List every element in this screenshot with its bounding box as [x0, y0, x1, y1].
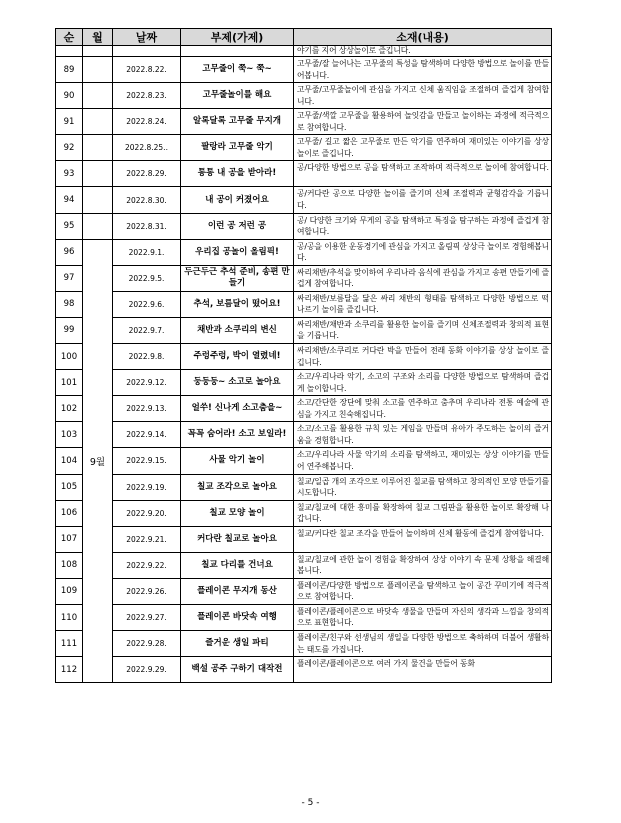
- row-number: 108: [56, 552, 83, 578]
- row-content: 싸리채반/소쿠리로 커다란 박을 만들어 전래 동화 이야기를 상상 놀이로 즐깁니다.: [294, 344, 552, 370]
- row-date: 2022.8.23.: [113, 83, 181, 109]
- table-row: [56, 291, 552, 317]
- header-content: 소재(내용): [294, 29, 552, 46]
- row-title: 알록달록 고무줄 무지개: [181, 109, 294, 135]
- row-date: 2022.9.8.: [113, 344, 181, 370]
- row-date: 2022.9.22.: [113, 552, 181, 578]
- row-title: 칠교 다리를 건너요: [181, 552, 294, 578]
- row-month: [83, 109, 113, 135]
- row-content: 칠교/일곱 개의 조각으로 이루어진 칠교를 탐색하고 창의적인 모양 만들기를 시도합니다.: [294, 474, 552, 500]
- table-row: [56, 370, 552, 396]
- row-date: 2022.8.30.: [113, 187, 181, 213]
- row-date: 2022.9.13.: [113, 396, 181, 422]
- row-date: 2022.8.31.: [113, 213, 181, 239]
- row-number: 112: [56, 657, 83, 683]
- row-content: 고무줄/ 길고 짧은 고무줄로 만든 악기를 연주하며 재미있는 이야기를 상상 놀이로 즐깁니다.: [294, 135, 552, 161]
- continued-content: 야기를 지어 상상놀이로 즐깁니다.: [294, 46, 552, 57]
- table-row: [56, 265, 552, 291]
- row-title: 통통 내 공을 받아라!: [181, 161, 294, 187]
- continued-month: [83, 46, 113, 57]
- row-title: 즐거운 생일 파티: [181, 631, 294, 657]
- header-row: [56, 29, 552, 46]
- row-content: 고무줄/잘 늘어나는 고무줄의 특성을 탐색하며 다양한 방법으로 놀이를 만들어봅니다.: [294, 57, 552, 83]
- table-row: [56, 552, 552, 578]
- row-title: 얼쑤! 신나게 소고춤을~: [181, 396, 294, 422]
- table-body: [56, 46, 552, 683]
- table-row: [56, 578, 552, 604]
- row-number: 96: [56, 239, 83, 265]
- row-date: 2022.9.6.: [113, 291, 181, 317]
- row-date: 2022.9.5.: [113, 265, 181, 291]
- table-row: [56, 317, 552, 343]
- row-title: 백설 공주 구하기 대작전: [181, 657, 294, 683]
- table-row: [56, 474, 552, 500]
- row-date: 2022.8.24.: [113, 109, 181, 135]
- row-title: 두근두근 추석 준비, 송편 만들기: [181, 265, 294, 291]
- row-title: 플레이콘 바닷속 여행: [181, 604, 294, 630]
- row-number: 91: [56, 109, 83, 135]
- page-number: - 5 -: [301, 798, 320, 808]
- row-number: 95: [56, 213, 83, 239]
- row-number: 100: [56, 344, 83, 370]
- row-date: 2022.8.29.: [113, 161, 181, 187]
- table-row: [56, 631, 552, 657]
- row-month: [83, 83, 113, 109]
- row-number: 92: [56, 135, 83, 161]
- row-title: 커다란 칠교로 놀아요: [181, 526, 294, 552]
- header-title: 부제(가제): [181, 29, 294, 46]
- row-title: 우리집 공놀이 올림픽!: [181, 239, 294, 265]
- row-title: 내 공이 커졌어요: [181, 187, 294, 213]
- row-title: 채반과 소쿠리의 변신: [181, 317, 294, 343]
- continued-num: [56, 46, 83, 57]
- row-month: [83, 135, 113, 161]
- row-content: 플레이콘/플레이콘으로 여러 가지 물건을 만들어 동화: [294, 657, 552, 683]
- row-date: 2022.9.26.: [113, 578, 181, 604]
- table-row: [56, 213, 552, 239]
- row-content: 고무줄/고무줄놀이에 관심을 가지고 신체 움직임을 조절하며 즐겁게 참여합니다.: [294, 83, 552, 109]
- header-num: 순: [56, 29, 83, 46]
- row-date: 2022.9.27.: [113, 604, 181, 630]
- row-title: 플레이콘 무지개 동산: [181, 578, 294, 604]
- row-number: 111: [56, 631, 83, 657]
- row-content: 소고/소고를 활용한 규칙 있는 게임을 만들며 유아가 주도하는 놀이의 즐거움을 경험합니다.: [294, 422, 552, 448]
- continued-title: [181, 46, 294, 57]
- row-title: 주렁주렁, 박이 열렸네!: [181, 344, 294, 370]
- row-title: 사물 악기 놀이: [181, 448, 294, 474]
- row-title: 꼭꼭 숨어라! 소고 보일라!: [181, 422, 294, 448]
- row-number: 93: [56, 161, 83, 187]
- table-row: [56, 422, 552, 448]
- row-content: 싸리채반/채반과 소쿠리를 활용한 놀이를 즐기며 신체조절력과 창의적 표현을 기릅니다.: [294, 317, 552, 343]
- row-title: 둥둥둥~ 소고로 놀아요: [181, 370, 294, 396]
- row-content: 고무줄/색깔 고무줄을 활용하여 놀잇감을 만들고 놀이하는 과정에 적극적으로 참여합니다.: [294, 109, 552, 135]
- table-row: [56, 83, 552, 109]
- header-month: 월: [83, 29, 113, 46]
- row-content: 공/ 다양한 크기와 무게의 공을 탐색하고 특징을 탐구하는 과정에 즐겁게 참여합니다.: [294, 213, 552, 239]
- row-number: 102: [56, 396, 83, 422]
- row-number: 101: [56, 370, 83, 396]
- table-row: [56, 526, 552, 552]
- row-date: 2022.9.21.: [113, 526, 181, 552]
- table-row: [56, 239, 552, 265]
- row-content: 플레이콘/친구와 선생님의 생일을 다양한 방법으로 축하하며 더불어 생활하는 태도를 가집니다.: [294, 631, 552, 657]
- row-number: 99: [56, 317, 83, 343]
- row-title: 이런 공 저런 공: [181, 213, 294, 239]
- row-title: 고무줄놀이를 해요: [181, 83, 294, 109]
- row-number: 94: [56, 187, 83, 213]
- row-date: 2022.8.22.: [113, 57, 181, 83]
- row-title: 칠교 조각으로 놀아요: [181, 474, 294, 500]
- row-number: 89: [56, 57, 83, 83]
- row-title: 팔랑라 고무줄 악기: [181, 135, 294, 161]
- row-title: 고무줄이 쭉~ 쭉~: [181, 57, 294, 83]
- row-date: 2022.9.29.: [113, 657, 181, 683]
- table-row: [56, 657, 552, 683]
- table-row: [56, 344, 552, 370]
- row-content: 소고/우리나라 사물 악기의 소리를 탐색하고, 재미있는 상상 이야기를 만들어 연주해봅니다.: [294, 448, 552, 474]
- month-label: 9월: [83, 239, 113, 683]
- row-date: 2022.9.28.: [113, 631, 181, 657]
- row-number: 106: [56, 500, 83, 526]
- header-date: 날짜: [113, 29, 181, 46]
- row-content: 칠교/칠교에 관한 놀이 경험을 확장하여 상상 이야기 속 문제 상황을 해결해봅니다.: [294, 552, 552, 578]
- row-number: 104: [56, 448, 83, 474]
- table-row: [56, 135, 552, 161]
- row-date: 2022.9.14.: [113, 422, 181, 448]
- continued-row: [56, 46, 552, 57]
- table-row: [56, 161, 552, 187]
- row-content: 공/커다란 공으로 다양한 놀이를 즐기며 신체 조절력과 균형감각을 기릅니다.: [294, 187, 552, 213]
- table-row: [56, 448, 552, 474]
- row-month: [83, 161, 113, 187]
- row-number: 97: [56, 265, 83, 291]
- row-date: 2022.9.15.: [113, 448, 181, 474]
- row-content: 소고/우리나라 악기, 소고의 구조와 소리를 다양한 방법으로 탐색하며 즐겁게 놀이합니다.: [294, 370, 552, 396]
- table-row: [56, 604, 552, 630]
- row-number: 98: [56, 291, 83, 317]
- row-month: [83, 213, 113, 239]
- row-title: 추석, 보름달이 떴어요!: [181, 291, 294, 317]
- row-content: 공/공을 이용한 운동경기에 관심을 가지고 올림픽 상상극 놀이로 경험해봅니다.: [294, 239, 552, 265]
- table-row: [56, 187, 552, 213]
- row-content: 공/다양한 방법으로 공을 탐색하고 조작하며 적극적으로 놀이에 참여합니다.: [294, 161, 552, 187]
- row-content: 칠교/커다란 칠교 조각을 만들어 놀이하며 신체 활동에 즐겁게 참여합니다.: [294, 526, 552, 552]
- activity-table: [55, 28, 552, 683]
- table-row: [56, 109, 552, 135]
- row-number: 107: [56, 526, 83, 552]
- row-content: 플레이콘/플레이콘으로 바닷속 생물을 만들며 자신의 생각과 느낌을 창의적으로 표현합니다.: [294, 604, 552, 630]
- row-content: 플레이콘/다양한 방법으로 플레이콘을 탐색하고 놀이 공간 꾸미기에 적극적으로 참여합니다.: [294, 578, 552, 604]
- row-date: 2022.9.7.: [113, 317, 181, 343]
- row-date: 2022.9.19.: [113, 474, 181, 500]
- row-number: 90: [56, 83, 83, 109]
- row-content: 싸리채반/보름달을 닮은 싸리 채반의 형태를 탐색하고 다양한 방법으로 떡 나르기 놀이를 즐깁니다.: [294, 291, 552, 317]
- row-number: 109: [56, 578, 83, 604]
- row-number: 110: [56, 604, 83, 630]
- row-date: 2022.9.20.: [113, 500, 181, 526]
- row-date: 2022.9.1.: [113, 239, 181, 265]
- row-date: 2022.8.25..: [113, 135, 181, 161]
- table-row: [56, 500, 552, 526]
- row-content: 소고/간단한 장단에 맞춰 소고를 연주하고 춤추며 우리나라 전통 예술에 관심을 가지고 친숙해집니다.: [294, 396, 552, 422]
- row-date: 2022.9.12.: [113, 370, 181, 396]
- row-title: 칠교 모양 놀이: [181, 500, 294, 526]
- row-number: 105: [56, 474, 83, 500]
- row-month: [83, 57, 113, 83]
- row-number: 103: [56, 422, 83, 448]
- continued-date: [113, 46, 181, 57]
- row-content: 칠교/칠교에 대한 흥미를 확장하여 칠교 그림판을 활용한 놀이로 확장해 나갑니다.: [294, 500, 552, 526]
- table-row: [56, 396, 552, 422]
- table-row: [56, 57, 552, 83]
- row-month: [83, 187, 113, 213]
- row-content: 싸리채반/추석을 맞이하여 우리나라 음식에 관심을 가지고 송편 만들기에 즐겁게 참여합니다.: [294, 265, 552, 291]
